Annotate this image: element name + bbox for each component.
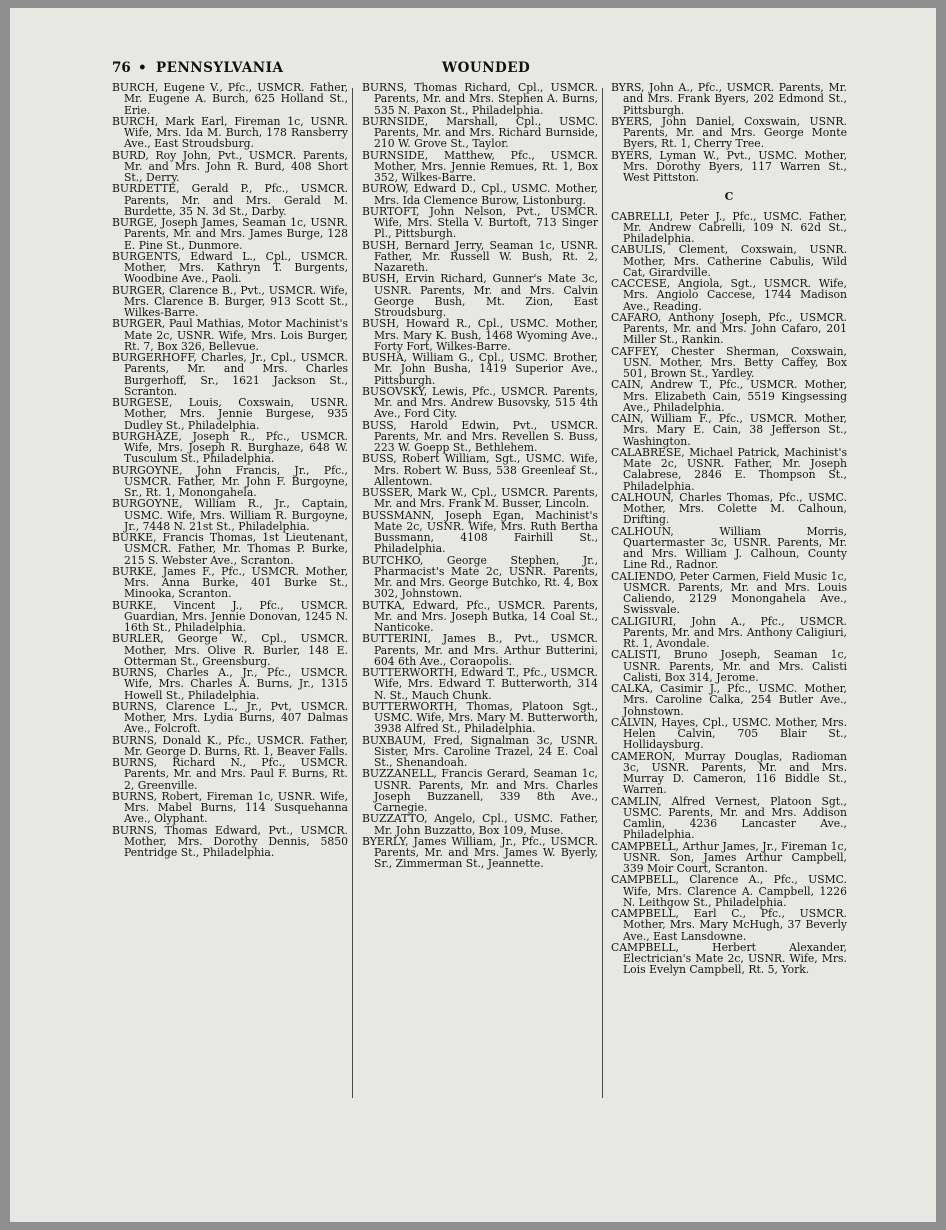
- casualty-entry: BURGERHOFF, Charles, Jr., Cpl., USMCR. Parents, Mr. and Mrs. Charles Burgerhoff, Sr., 1621 Jackson St., Scranton.: [112, 351, 348, 398]
- casualty-entry: BURTOFT, John Nelson, Pvt., USMCR. Wife, Mrs. Stella V. Burtoft, 713 Singer Pl., Pittsburgh.: [362, 204, 598, 241]
- state-title: PENNSYLVANIA: [156, 60, 284, 76]
- casualty-entry: CACCESE, Angiola, Sgt., USMCR. Wife, Mrs. Angiolo Caccese, 1744 Madison Ave., Reading.: [611, 277, 847, 313]
- casualty-entry: BUTTERINI, James B., Pvt., USMCR. Parents, Mr. and Mrs. Arthur Butterini, 604 6th Ave., Coraopolis.: [362, 632, 598, 668]
- casualty-entry: CAMPBELL, Herbert Alexander, Electrician's Mate 2c, USNR. Wife, Mrs. Lois Evelyn Campbell, Rt. 5, York.: [611, 940, 847, 977]
- section-title: WOUNDED: [442, 60, 531, 76]
- casualty-entry: BUSS, Harold Edwin, Pvt., USMCR. Parents, Mr. and Mrs. Revellen S. Buss, 223 W. Goepp St., Bethlehem.: [362, 418, 598, 454]
- casualty-entry: CAFARO, Anthony Joseph, Pfc., USMCR. Parents, Mr. and Mrs. John Cafaro, 201 Miller St., Rankin.: [611, 310, 847, 347]
- casualty-entry: CAFFEY, Chester Sherman, Coxswain, USN. Mother, Mrs. Betty Caffey, Box 501, Brown St., Yardley.: [611, 344, 847, 380]
- casualty-entry: BURCH, Mark Earl, Fireman 1c, USNR. Wife, Mrs. Ida M. Burch, 178 Ransberry Ave., East Stroudsburg.: [112, 114, 348, 151]
- header-bullet: •: [138, 60, 147, 76]
- casualty-entry: BURGER, Clarence B., Pvt., USMCR. Wife, Mrs. Clarence B. Burger, 913 Scott St., Wilkes-Barre.: [112, 283, 348, 319]
- column-3: [611, 82, 847, 976]
- casualty-entry: CABRELLI, Peter J., Pfc., USMC. Father, Mr. Andrew Cabrelli, 109 N. 62d St., Philadelphia.: [611, 209, 847, 245]
- casualty-entry: BURNSIDE, Marshall, Cpl., USMC. Parents, Mr. and Mrs. Richard Burnside, 210 W. Grove St., Taylor.: [362, 114, 598, 151]
- casualty-entry: BUTTERWORTH, Edward T., Pfc., USMCR. Wife, Mrs. Edward T. Butterworth, 314 N. St., Mauch Chunk.: [362, 666, 598, 702]
- casualty-entry: BURNS, Robert, Fireman 1c, USNR. Wife, Mrs. Mabel Burns, 114 Susquehanna Ave., Olyphant.: [112, 789, 348, 826]
- casualty-entry: CABULIS, Clement, Coxswain, USNR. Mother, Mrs. Catherine Cabulis, Wild Cat, Girardville.: [611, 243, 847, 279]
- casualty-entry: BUSS, Robert William, Sgt., USMC. Wife, Mrs. Robert W. Buss, 538 Greenleaf St., Allentown.: [362, 452, 598, 488]
- casualty-entry: CALHOUN, Charles Thomas, Pfc., USMC. Mother, Mrs. Colette M. Calhoun, Drifting.: [611, 490, 847, 527]
- casualty-entry: CALHOUN, William Morris, Quartermaster 3c, USNR. Parents, Mr. and Mrs. William J. Calhoun, County Line Rd., Radnor.: [611, 524, 847, 572]
- casualty-entry: BYERS, John Daniel, Coxswain, USNR. Parents, Mr. and Mrs. George Monte Byers, Rt. 1, Cherry Tree.: [611, 114, 847, 151]
- casualty-entry: BURCH, Eugene V., Pfc., USMCR. Father, Mr. Eugene A. Burch, 625 Holland St., Erie.: [112, 81, 348, 117]
- column-2: [362, 82, 598, 870]
- casualty-entry: CALVIN, Hayes, Cpl., USMC. Mother, Mrs. Helen Calvin, 705 Blair St., Hollidaysburg.: [611, 715, 847, 752]
- casualty-entry: BURD, Roy John, Pvt., USMCR. Parents, Mr. and Mrs. John R. Burd, 408 Short St., Derry.: [112, 148, 348, 184]
- casualty-entry: BUTTERWORTH, Thomas, Platoon Sgt., USMC. Wife, Mrs. Mary M. Butterworth, 3938 Alfred St., Philadelphia.: [362, 699, 598, 736]
- casualty-entry: BURNS, Donald K., Pfc., USMCR. Father, Mr. George D. Burns, Rt. 1, Beaver Falls.: [112, 733, 348, 758]
- casualty-entry: BURGE, Joseph James, Seaman 1c, USNR. Parents, Mr. and Mrs. James Burge, 128 E. Pine St., Dunmore.: [112, 216, 348, 252]
- casualty-entry: BUTCHKO, George Stephen, Jr., Pharmacist's Mate 2c, USNR. Parents, Mr. and Mrs. George Butchko, Rt. 4, Box 302, Johnstown.: [362, 553, 598, 601]
- casualty-entry: BURNS, Thomas Richard, Cpl., USMCR. Parents, Mr. and Mrs. Stephen A. Burns, 535 N. Paxon St., Philadelphia.: [362, 81, 598, 117]
- casualty-entry: CAMPBELL, Arthur James, Jr., Fireman 1c, USNR. Son, James Arthur Campbell, 339 Moir Court, Scranton.: [611, 839, 847, 875]
- section-letter: C: [724, 190, 734, 204]
- casualty-entry: BURGOYNE, William R., Jr., Captain, USMC. Wife, Mrs. William R. Burgoyne, Jr., 7448 N. 21st St., Philadelphia.: [112, 497, 348, 533]
- casualty-entry: BUZZATTO, Angelo, Cpl., USMC. Father, Mr. John Buzzatto, Box 109, Muse.: [362, 812, 598, 837]
- casualty-entry: BURNS, Thomas Edward, Pvt., USMCR. Mother, Mrs. Dorothy Dennis, 5850 Pentridge St., Philadelphia.: [112, 823, 348, 859]
- casualty-entry: BURKE, Francis Thomas, 1st Lieutenant, USMCR. Father, Mr. Thomas P. Burke, 215 S. Webster Ave., Scranton.: [112, 531, 348, 567]
- column-1: [112, 82, 348, 858]
- document-page: [10, 8, 936, 1222]
- page-number: 76: [112, 60, 131, 76]
- casualty-entry: BUSH, Ervin Richard, Gunner's Mate 3c, USNR. Parents, Mr. and Mrs. Calvin George Bush, Mt. Zion, East Stroudsburg.: [362, 272, 598, 319]
- casualty-entry: BUSSER, Mark W., Cpl., USMCR. Parents, Mr. and Mrs. Frank M. Busser, Lincoln.: [362, 486, 598, 511]
- column-3-entries-before: [611, 82, 847, 183]
- casualty-entry: BUTKA, Edward, Pfc., USMCR. Parents, Mr. and Mrs. Joseph Butka, 14 Coal St., Nanticoke.: [362, 598, 598, 634]
- casualty-entry: BURGOYNE, John Francis, Jr., Pfc., USMCR. Father, Mr. John F. Burgoyne, Sr., Rt. 1, Monongahela.: [112, 463, 348, 499]
- page-header: [112, 60, 852, 82]
- casualty-entry: BURGER, Paul Mathias, Motor Machinist's Mate 2c, USNR. Wife, Mrs. Lois Burger, Rt. 7, Box 326, Bellevue.: [112, 317, 348, 353]
- casualty-entry: BYERS, Lyman W., Pvt., USMC. Mother, Mrs. Dorothy Byers, 117 Warren St., West Pittston.: [611, 148, 847, 184]
- casualty-entry: BUZZANELL, Francis Gerard, Seaman 1c, USNR. Parents, Mr. and Mrs. Charles Joseph Buzzanell, 339 8th Ave., Carnegie.: [362, 767, 598, 814]
- casualty-entry: BURKE, Vincent J., Pfc., USMCR. Guardian, Mrs. Jennie Donovan, 1245 N. 16th St., Philadelphia.: [112, 598, 348, 634]
- casualty-entry: CAMLIN, Alfred Vernest, Platoon Sgt., USMC. Parents, Mr. and Mrs. Addison Camlin, 4236 Lancaster Ave., Philadelphia.: [611, 794, 847, 842]
- casualty-entry: BUSHA, William G., Cpl., USMC. Brother, Mr. John Busha, 1419 Superior Ave., Pittsburgh.: [362, 351, 598, 387]
- casualty-entry: BUXBAUM, Fred, Signalman 3c, USNR. Sister, Mrs. Caroline Trazel, 24 E. Coal St., Shenandoah.: [362, 733, 598, 769]
- casualty-entry: BUSH, Bernard Jerry, Seaman 1c, USNR. Father, Mr. Russell W. Bush, Rt. 2, Nazareth.: [362, 238, 598, 274]
- casualty-entry: BURNS, Richard N., Pfc., USMCR. Parents, Mr. and Mrs. Paul F. Burns, Rt. 2, Greenville.: [112, 756, 348, 792]
- casualty-entry: CALKA, Casimir J., Pfc., USMC. Mother, Mrs. Caroline Calka, 254 Butler Ave., Johnstown.: [611, 682, 847, 718]
- casualty-entry: CALIENDO, Peter Carmen, Field Music 1c, USMCR. Parents, Mr. and Mrs. Louis Caliendo, 2129 Monongahela Ave., Swissvale.: [611, 569, 847, 617]
- column-3-entries-after: [611, 211, 847, 976]
- casualty-entry: BUSH, Howard R., Cpl., USMC. Mother, Mrs. Mary K. Bush, 1468 Wyoming Ave., Forty Fort, Wilkes-Barre.: [362, 317, 598, 353]
- casualty-entry: BUSSMANN, Joseph Egan, Machinist's Mate 2c, USNR. Wife, Mrs. Ruth Bertha Bussmann, 4108 Fairhill St., Philadelphia.: [362, 508, 598, 556]
- casualty-entry: BURNS, Charles A., Jr., Pfc., USMCR. Wife, Mrs. Charles A. Burns, Jr., 1315 Howell St., Philadelphia.: [112, 666, 348, 702]
- casualty-entry: CAIN, Andrew T., Pfc., USMCR. Mother, Mrs. Elizabeth Cain, 5519 Kingsessing Ave., Philadelphia.: [611, 378, 847, 414]
- column-divider: [352, 88, 353, 1098]
- casualty-entry: BURKE, James F., Pfc., USMCR. Mother, Mrs. Anna Burke, 401 Burke St., Minooka, Scranton.: [112, 564, 348, 601]
- casualty-entry: BYERLY, James William, Jr., Pfc., USMCR. Parents, Mr. and Mrs. James W. Byerly, Sr., Zimmerman St., Jeannette.: [362, 834, 598, 871]
- casualty-entry: BURGENTS, Edward L., Cpl., USMCR. Mother, Mrs. Kathryn T. Burgents, Woodbine Ave., Paoli.: [112, 249, 348, 286]
- casualty-entry: BURNS, Clarence L., Jr., Pvt, USMCR. Mother, Mrs. Lydia Burns, 407 Dalmas Ave., Folcroft.: [112, 699, 348, 736]
- casualty-entry: BURGHAZE, Joseph R., Pfc., USMCR. Wife, Mrs. Joseph R. Burghaze, 648 W. Tusculum St., Philadelphia.: [112, 429, 348, 466]
- casualty-entry: CALABRESE, Michael Patrick, Machinist's Mate 2c, USNR. Father, Mr. Joseph Calabrese, 2846 E. Thompson St., Philadelphia.: [611, 445, 847, 493]
- casualty-entry: BUROW, Edward D., Cpl., USMC. Mother, Mrs. Ida Clemence Burow, Listonburg.: [362, 182, 598, 207]
- casualty-entry: BURNSIDE, Matthew, Pfc., USMCR. Mother, Mrs. Jennie Remues, Rt. 1, Box 352, Wilkes-Barre.: [362, 148, 598, 184]
- casualty-entry: CAMPBELL, Clarence A., Pfc., USMC. Wife, Mrs. Clarence A. Campbell, 1226 N. Leithgow St., Philadelphia.: [611, 873, 847, 909]
- casualty-entry: CALIGIURI, John A., Pfc., USMCR. Parents, Mr. and Mrs. Anthony Caligiuri, Rt. 1, Avondale.: [611, 614, 847, 650]
- casualty-entry: CAMERON, Murray Douglas, Radioman 3c, USNR. Parents, Mr. and Mrs. Murray D. Cameron, 116 Biddle St., Warren.: [611, 749, 847, 797]
- casualty-entry: BURLER, George W., Cpl., USMCR. Mother, Mrs. Olive R. Burler, 148 E. Otterman St., Greensburg.: [112, 632, 348, 668]
- casualty-entry: BYRS, John A., Pfc., USMCR. Parents, Mr. and Mrs. Frank Byers, 202 Edmond St., Pittsburgh.: [611, 81, 847, 117]
- casualty-entry: CAIN, William F., Pfc., USMCR. Mother, Mrs. Mary E. Cain, 38 Jefferson St., Washington.: [611, 412, 847, 448]
- casualty-entry: BURGESE, Louis, Coxswain, USNR. Mother, Mrs. Jennie Burgese, 935 Dudley St., Philadelphia.: [112, 396, 348, 432]
- casualty-entry: BURDETTE, Gerald P., Pfc., USMCR. Parents, Mr. and Mrs. Gerald M. Burdette, 35 N. 3d St., Darby.: [112, 182, 348, 218]
- casualty-entry: CAMPBELL, Earl C., Pfc., USMCR. Mother, Mrs. Mary McHugh, 37 Beverly Ave., East Lansdowne.: [611, 907, 847, 943]
- column-divider: [602, 88, 603, 1098]
- casualty-entry: BUSOVSKY, Lewis, Pfc., USMCR. Parents, Mr. and Mrs. Andrew Busovsky, 515 4th Ave., Ford City.: [362, 384, 598, 421]
- casualty-entry: CALISTI, Bruno Joseph, Seaman 1c, USNR. Parents, Mr. and Mrs. Calisti Calisti, Box 314, Jerome.: [611, 648, 847, 684]
